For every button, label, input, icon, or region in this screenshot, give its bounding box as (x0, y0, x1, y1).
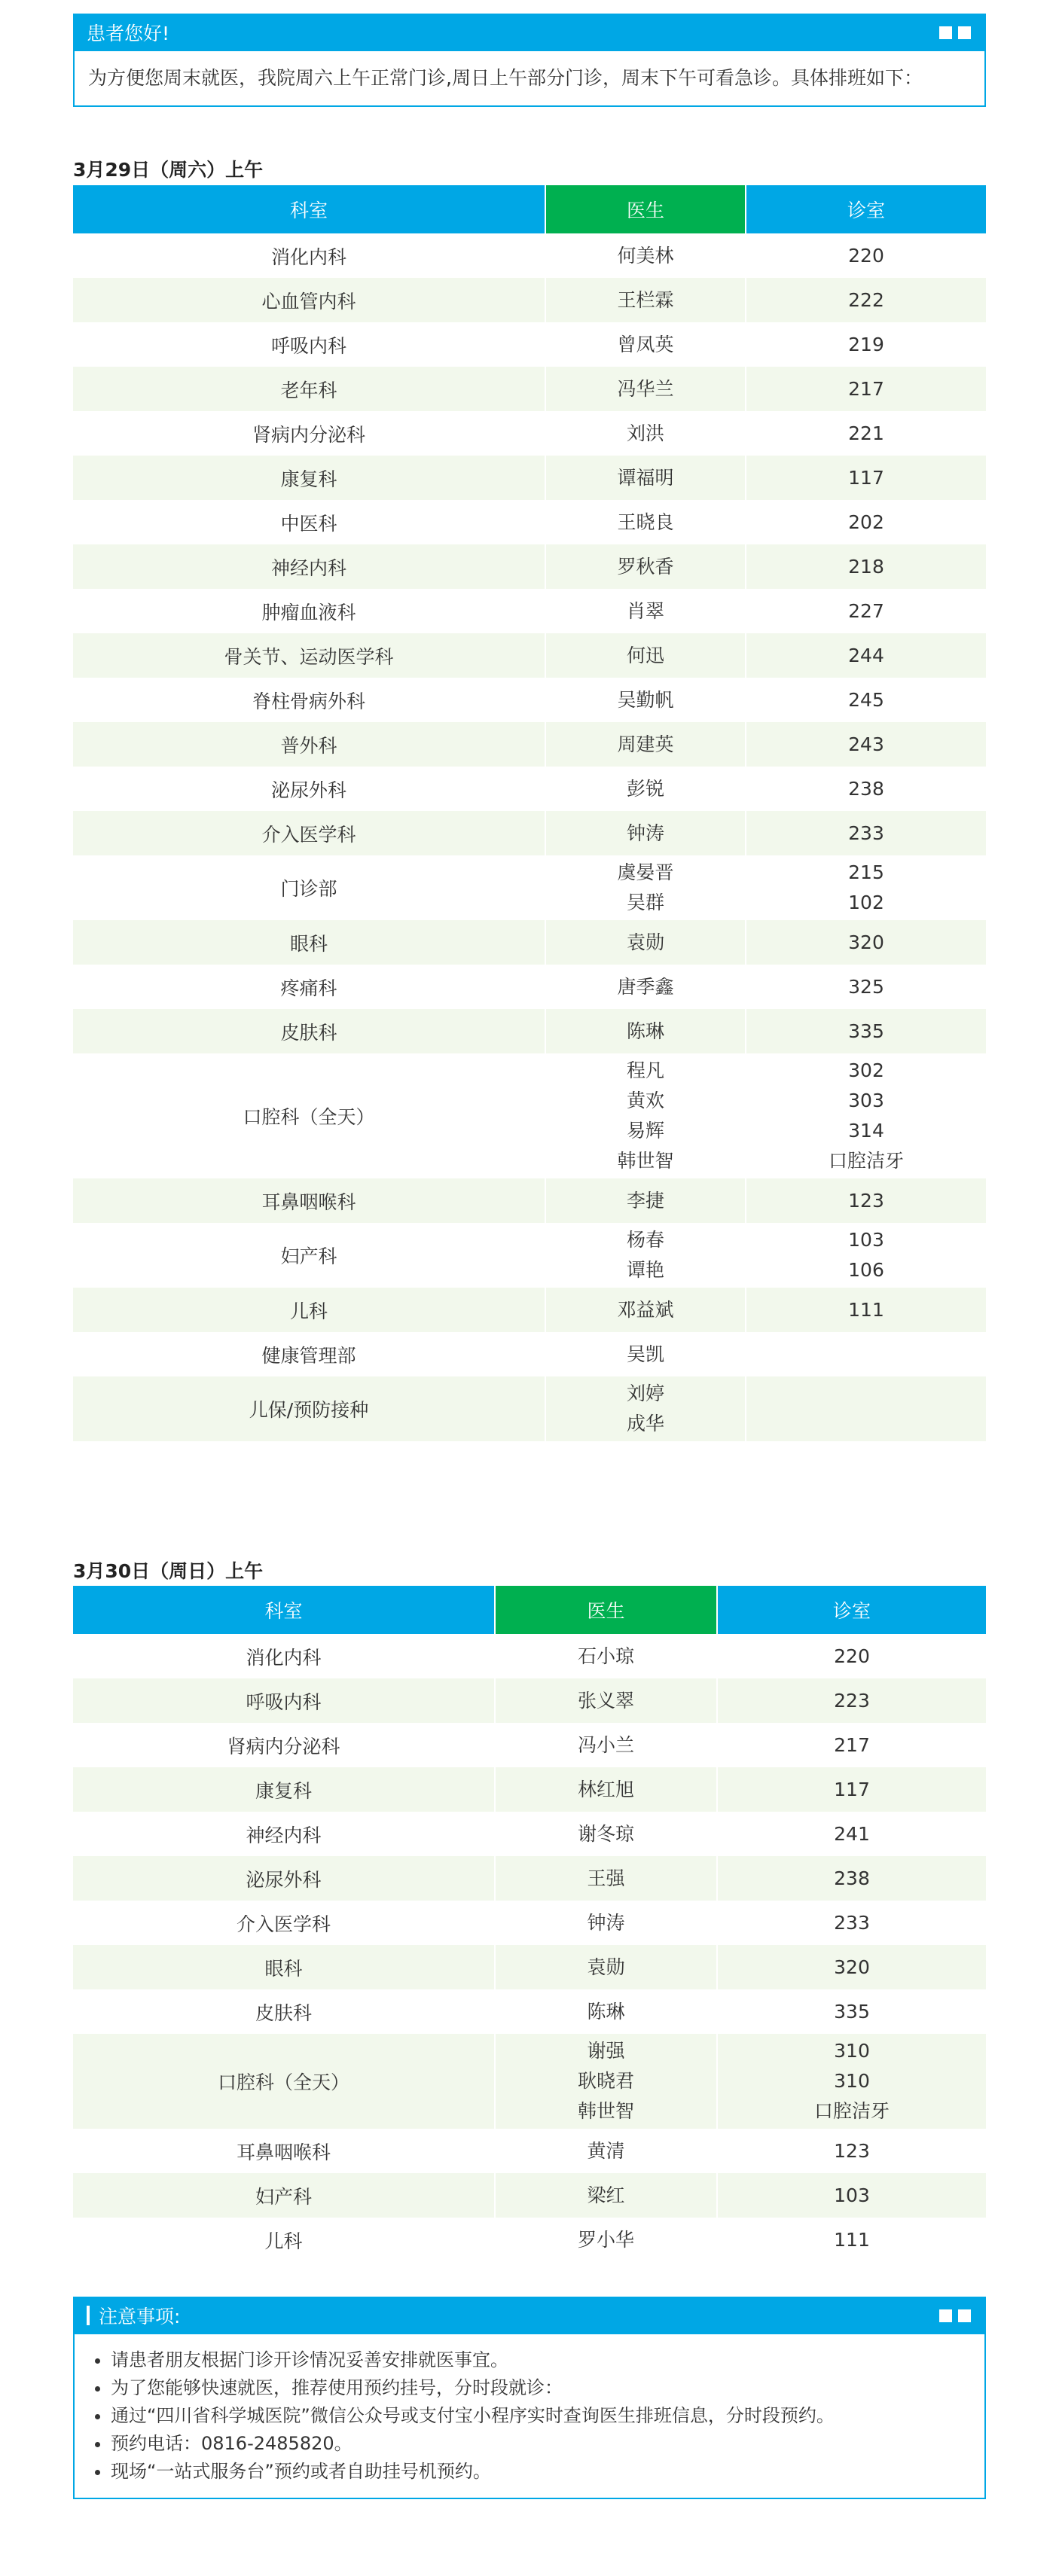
doctor-name: 易辉 (626, 1120, 664, 1142)
header-doctor: 医生 (545, 185, 746, 233)
table-row (73, 1009, 986, 1053)
list-item: • 通过“四川省科学城医院”微信公众号或支付宝小程序实时查询医生排班信息，分时段预约。 (111, 2402, 971, 2430)
greeting-text: 为方便您周末就医，我院周六上午正常门诊,周日上午部分门诊，周末下午可看急诊。具体排班如下： (88, 67, 923, 89)
table-row (73, 1053, 986, 1178)
cell-room (717, 1678, 986, 1723)
notes-header (73, 2297, 986, 2334)
cell-room (746, 278, 986, 322)
room-number: 325 (848, 975, 884, 998)
cell-room (717, 2034, 986, 2129)
doctor-name: 张义翠 (577, 1689, 634, 1712)
cell-room (717, 1856, 986, 1901)
table-row (73, 1678, 986, 1723)
cell-doctor (545, 233, 746, 278)
room-number: 218 (848, 555, 884, 578)
cell-room (717, 1767, 986, 1812)
cell-doctor (545, 456, 746, 500)
room-number: 302 (848, 1059, 884, 1081)
cell-room (746, 767, 986, 811)
room-number: 320 (848, 931, 884, 953)
cell-dept: 神经内科 (73, 1812, 495, 1856)
table-row (73, 678, 986, 722)
cell-room (746, 500, 986, 544)
doctor-name: 吴凯 (626, 1343, 664, 1365)
doctor-name: 韩世智 (617, 1150, 674, 1172)
cell-room (746, 1223, 986, 1288)
table-row (73, 456, 986, 500)
doctor-name: 唐季鑫 (617, 975, 674, 998)
room-number: 222 (848, 288, 884, 311)
saturday-title: 3月29日（周六）上午 (73, 159, 264, 181)
room-number: 103 (834, 2184, 870, 2206)
cell-dept: 介入医学科 (73, 1901, 495, 1945)
cell-dept: 康复科 (73, 456, 545, 500)
table-row (73, 544, 986, 589)
cell-dept: 耳鼻咽喉科 (73, 2129, 495, 2173)
cell-room (717, 1812, 986, 1856)
cell-room (717, 2129, 986, 2173)
table-row (73, 2129, 986, 2173)
room-number: 243 (848, 733, 884, 755)
cell-doctor (495, 2173, 717, 2218)
table-row (73, 1634, 986, 1678)
decor-squares (939, 26, 971, 39)
cell-doctor (545, 278, 746, 322)
table-row (73, 1901, 986, 1945)
greeting-box (73, 14, 986, 107)
table-row (73, 1288, 986, 1332)
room-number: 217 (834, 1733, 870, 1756)
table-row (73, 278, 986, 322)
notes-title: 注意事项: (99, 2306, 181, 2328)
cell-room (746, 411, 986, 456)
cell-doctor (545, 322, 746, 367)
doctor-name: 刘洪 (626, 422, 664, 444)
list-item: • 现场“一站式服务台”预约或者自助挂号机预约。 (111, 2458, 971, 2486)
cell-dept: 肾病内分泌科 (73, 1723, 495, 1767)
table-row (73, 2034, 986, 2129)
cell-room (746, 722, 986, 767)
room-number: 335 (848, 1020, 884, 1042)
cell-doctor (545, 1332, 746, 1376)
cell-doctor (545, 920, 746, 965)
room-number: 310 (834, 2040, 870, 2062)
room-number: 117 (834, 1778, 870, 1800)
list-item: • 预约电话：0816-2485820。 (111, 2430, 971, 2458)
doctor-name: 韩世智 (577, 2100, 634, 2122)
doctor-name: 王强 (587, 1867, 625, 1889)
table-row (73, 855, 986, 920)
doctor-name: 袁勋 (626, 931, 664, 953)
cell-dept: 妇产科 (73, 2173, 495, 2218)
header-doctor: 医生 (495, 1586, 717, 1634)
doctor-name: 王晓良 (617, 511, 674, 533)
list-item: • 请患者朋友根据门诊开诊情况妥善安排就医事宜。 (111, 2346, 971, 2374)
doctor-name: 彭锐 (626, 777, 664, 800)
doctor-name: 肖翠 (626, 599, 664, 622)
notes-box (73, 2297, 986, 2499)
list-item: • 为了您能够快速就医，推荐使用预约挂号，分时段就诊： (111, 2374, 971, 2402)
doctor-name: 冯华兰 (617, 377, 674, 400)
cell-room (746, 544, 986, 589)
cell-doctor (495, 1901, 717, 1945)
cell-doctor (545, 1053, 746, 1178)
cell-doctor (545, 589, 746, 633)
table-row (73, 1856, 986, 1901)
cell-doctor (545, 367, 746, 411)
doctor-name: 林红旭 (577, 1778, 634, 1800)
cell-dept: 心血管内科 (73, 278, 545, 322)
room-number: 238 (848, 777, 884, 800)
cell-dept: 中医科 (73, 500, 545, 544)
cell-room (746, 633, 986, 678)
cell-room (717, 1634, 986, 1678)
cell-doctor (545, 722, 746, 767)
cell-dept: 康复科 (73, 1767, 495, 1812)
room-number: 310 (834, 2070, 870, 2092)
table-row (73, 1332, 986, 1376)
doctor-name: 钟涛 (626, 822, 664, 844)
cell-room (717, 1989, 986, 2034)
room-number: 103 (848, 1229, 884, 1251)
cell-room (746, 1288, 986, 1332)
table-row (73, 1812, 986, 1856)
doctor-name: 罗小华 (577, 2228, 634, 2251)
doctor-name: 罗秋香 (617, 555, 674, 578)
doctor-name: 钟涛 (587, 1911, 625, 1934)
doctor-name: 石小琼 (577, 1645, 634, 1667)
table-row (73, 2173, 986, 2218)
room-number: 217 (848, 377, 884, 400)
cell-room (746, 367, 986, 411)
cell-dept: 妇产科 (73, 1223, 545, 1288)
cell-dept: 门诊部 (73, 855, 545, 920)
table-row (73, 2218, 986, 2262)
cell-room (746, 920, 986, 965)
cell-doctor (495, 1856, 717, 1901)
cell-dept: 肾病内分泌科 (73, 411, 545, 456)
table-row (73, 633, 986, 678)
room-number: 238 (834, 1867, 870, 1889)
cell-dept: 儿科 (73, 2218, 495, 2262)
table-row (73, 322, 986, 367)
doctor-name: 刘婷 (626, 1383, 664, 1404)
cell-dept: 疼痛科 (73, 965, 545, 1009)
room-number: 241 (834, 1822, 870, 1845)
cell-doctor (495, 1723, 717, 1767)
header-dept: 科室 (73, 185, 545, 233)
cell-room (717, 2173, 986, 2218)
doctor-name: 袁勋 (587, 1956, 625, 1978)
greeting-title: 患者您好! (87, 23, 170, 44)
cell-dept: 眼科 (73, 920, 545, 965)
cell-dept: 儿科 (73, 1288, 545, 1332)
table-row (73, 1989, 986, 2034)
room-number: 233 (834, 1911, 870, 1934)
cell-dept: 介入医学科 (73, 811, 545, 855)
doctor-name: 李捷 (626, 1189, 664, 1212)
cell-room (746, 855, 986, 920)
cell-room (746, 1178, 986, 1223)
doctor-name: 杨春 (626, 1229, 664, 1251)
cell-doctor (545, 411, 746, 456)
cell-dept: 老年科 (73, 367, 545, 411)
table-row (73, 1178, 986, 1223)
greeting-header (73, 14, 986, 51)
cell-room (717, 1723, 986, 1767)
room-number: 303 (848, 1090, 884, 1111)
table-row (73, 411, 986, 456)
doctor-name: 谭福明 (617, 466, 674, 489)
table-row (73, 811, 986, 855)
doctor-name: 程凡 (626, 1059, 664, 1081)
doctor-name: 虞晏晋 (617, 861, 674, 883)
table-header-row (73, 1586, 986, 1634)
cell-room (746, 1053, 986, 1178)
decor-squares (939, 2309, 971, 2322)
room-number: 221 (848, 422, 884, 444)
title-bar-decor (87, 2306, 90, 2325)
cell-room (746, 456, 986, 500)
doctor-name: 冯小兰 (577, 1733, 634, 1756)
table-row (73, 1223, 986, 1288)
cell-doctor (495, 1945, 717, 1989)
cell-doctor (545, 1223, 746, 1288)
cell-room (717, 2218, 986, 2262)
cell-dept: 口腔科（全天） (73, 1053, 545, 1178)
room-number: 220 (834, 1645, 870, 1667)
cell-doctor (495, 1767, 717, 1812)
doctor-name: 陈琳 (626, 1020, 664, 1042)
doctor-name: 王栏霖 (617, 288, 674, 311)
header-room: 诊室 (717, 1586, 986, 1634)
cell-dept: 肿瘤血液科 (73, 589, 545, 633)
cell-doctor (545, 965, 746, 1009)
doctor-name: 黄欢 (626, 1090, 664, 1111)
cell-room (746, 811, 986, 855)
room-number: 220 (848, 244, 884, 267)
cell-dept: 口腔科（全天） (73, 2034, 495, 2129)
cell-dept: 消化内科 (73, 233, 545, 278)
cell-doctor (545, 1009, 746, 1053)
room-number: 123 (834, 2139, 870, 2162)
cell-room (746, 233, 986, 278)
room-number: 314 (848, 1120, 884, 1142)
cell-doctor (545, 500, 746, 544)
doctor-name: 黄清 (587, 2139, 625, 2162)
table-header-row (73, 185, 986, 233)
sunday-schedule-table (73, 1586, 986, 2262)
doctor-name: 邓益斌 (617, 1298, 674, 1321)
cell-dept: 耳鼻咽喉科 (73, 1178, 545, 1223)
cell-doctor (545, 633, 746, 678)
room-number: 335 (834, 2000, 870, 2023)
cell-room (746, 1376, 986, 1441)
cell-dept: 呼吸内科 (73, 322, 545, 367)
room-number: 245 (848, 688, 884, 711)
table-row (73, 722, 986, 767)
cell-dept: 泌尿外科 (73, 767, 545, 811)
doctor-name: 曾凤英 (617, 333, 674, 355)
table-row (73, 589, 986, 633)
cell-doctor (545, 1288, 746, 1332)
cell-doctor (545, 767, 746, 811)
doctor-name: 陈琳 (587, 2000, 625, 2023)
room-number: 244 (848, 644, 884, 666)
saturday-schedule-table (73, 185, 986, 1441)
table-row (73, 1767, 986, 1812)
room-number: 111 (834, 2228, 870, 2251)
doctor-name: 梁红 (587, 2184, 625, 2206)
cell-doctor (545, 1376, 746, 1441)
room-number: 口腔洁牙 (828, 1150, 904, 1172)
cell-doctor (545, 544, 746, 589)
cell-dept: 皮肤科 (73, 1009, 545, 1053)
room-number: 320 (834, 1956, 870, 1978)
cell-dept: 消化内科 (73, 1634, 495, 1678)
room-number: 223 (834, 1689, 870, 1712)
room-number: 233 (848, 822, 884, 844)
cell-doctor (545, 678, 746, 722)
cell-room (746, 322, 986, 367)
table-row (73, 1945, 986, 1989)
table-row (73, 367, 986, 411)
doctor-name: 谢强 (587, 2040, 625, 2062)
cell-room (746, 965, 986, 1009)
header-room: 诊室 (746, 185, 986, 233)
doctor-name: 谭艳 (626, 1259, 664, 1281)
table-row (73, 767, 986, 811)
cell-dept: 呼吸内科 (73, 1678, 495, 1723)
table-row (73, 965, 986, 1009)
table-row (73, 233, 986, 278)
doctor-name: 何美林 (617, 244, 674, 267)
cell-doctor (495, 2129, 717, 2173)
room-number: 215 (848, 861, 884, 883)
cell-doctor (495, 1812, 717, 1856)
cell-room (717, 1945, 986, 1989)
doctor-name: 周建英 (617, 733, 674, 755)
room-number: 227 (848, 599, 884, 622)
cell-doctor (495, 1634, 717, 1678)
room-number: 202 (848, 511, 884, 533)
cell-dept: 普外科 (73, 722, 545, 767)
room-number: 219 (848, 333, 884, 355)
cell-room (746, 1332, 986, 1376)
cell-dept: 骨关节、运动医学科 (73, 633, 545, 678)
doctor-name: 成华 (626, 1413, 664, 1434)
header-dept: 科室 (73, 1586, 495, 1634)
cell-doctor (545, 811, 746, 855)
cell-room (746, 1009, 986, 1053)
cell-doctor (495, 1989, 717, 2034)
room-number: 117 (848, 466, 884, 489)
cell-doctor (495, 1678, 717, 1723)
notes-list (75, 2334, 984, 2498)
room-number: 123 (848, 1189, 884, 1212)
cell-room (717, 1901, 986, 1945)
table-row (73, 1723, 986, 1767)
room-number: 106 (848, 1259, 884, 1281)
cell-doctor (545, 855, 746, 920)
room-number: 111 (848, 1298, 884, 1321)
cell-dept: 健康管理部 (73, 1332, 545, 1376)
doctor-name: 谢冬琼 (577, 1822, 634, 1845)
doctor-name: 何迅 (626, 644, 664, 666)
cell-dept: 泌尿外科 (73, 1856, 495, 1901)
cell-room (746, 589, 986, 633)
cell-doctor (495, 2034, 717, 2129)
cell-doctor (545, 1178, 746, 1223)
cell-room (746, 678, 986, 722)
room-number: 口腔洁牙 (813, 2100, 890, 2122)
cell-dept: 神经内科 (73, 544, 545, 589)
table-row (73, 1376, 986, 1441)
cell-dept: 儿保/预防接种 (73, 1376, 545, 1441)
cell-dept: 眼科 (73, 1945, 495, 1989)
table-row (73, 500, 986, 544)
cell-doctor (495, 2218, 717, 2262)
cell-dept: 脊柱骨病外科 (73, 678, 545, 722)
room-number: 102 (848, 892, 884, 913)
doctor-name: 耿晓君 (577, 2070, 634, 2092)
doctor-name: 吴群 (626, 892, 664, 913)
doctor-name: 吴勤帆 (617, 688, 674, 711)
cell-dept: 皮肤科 (73, 1989, 495, 2034)
table-row (73, 920, 986, 965)
sunday-title: 3月30日（周日）上午 (73, 1560, 264, 1582)
